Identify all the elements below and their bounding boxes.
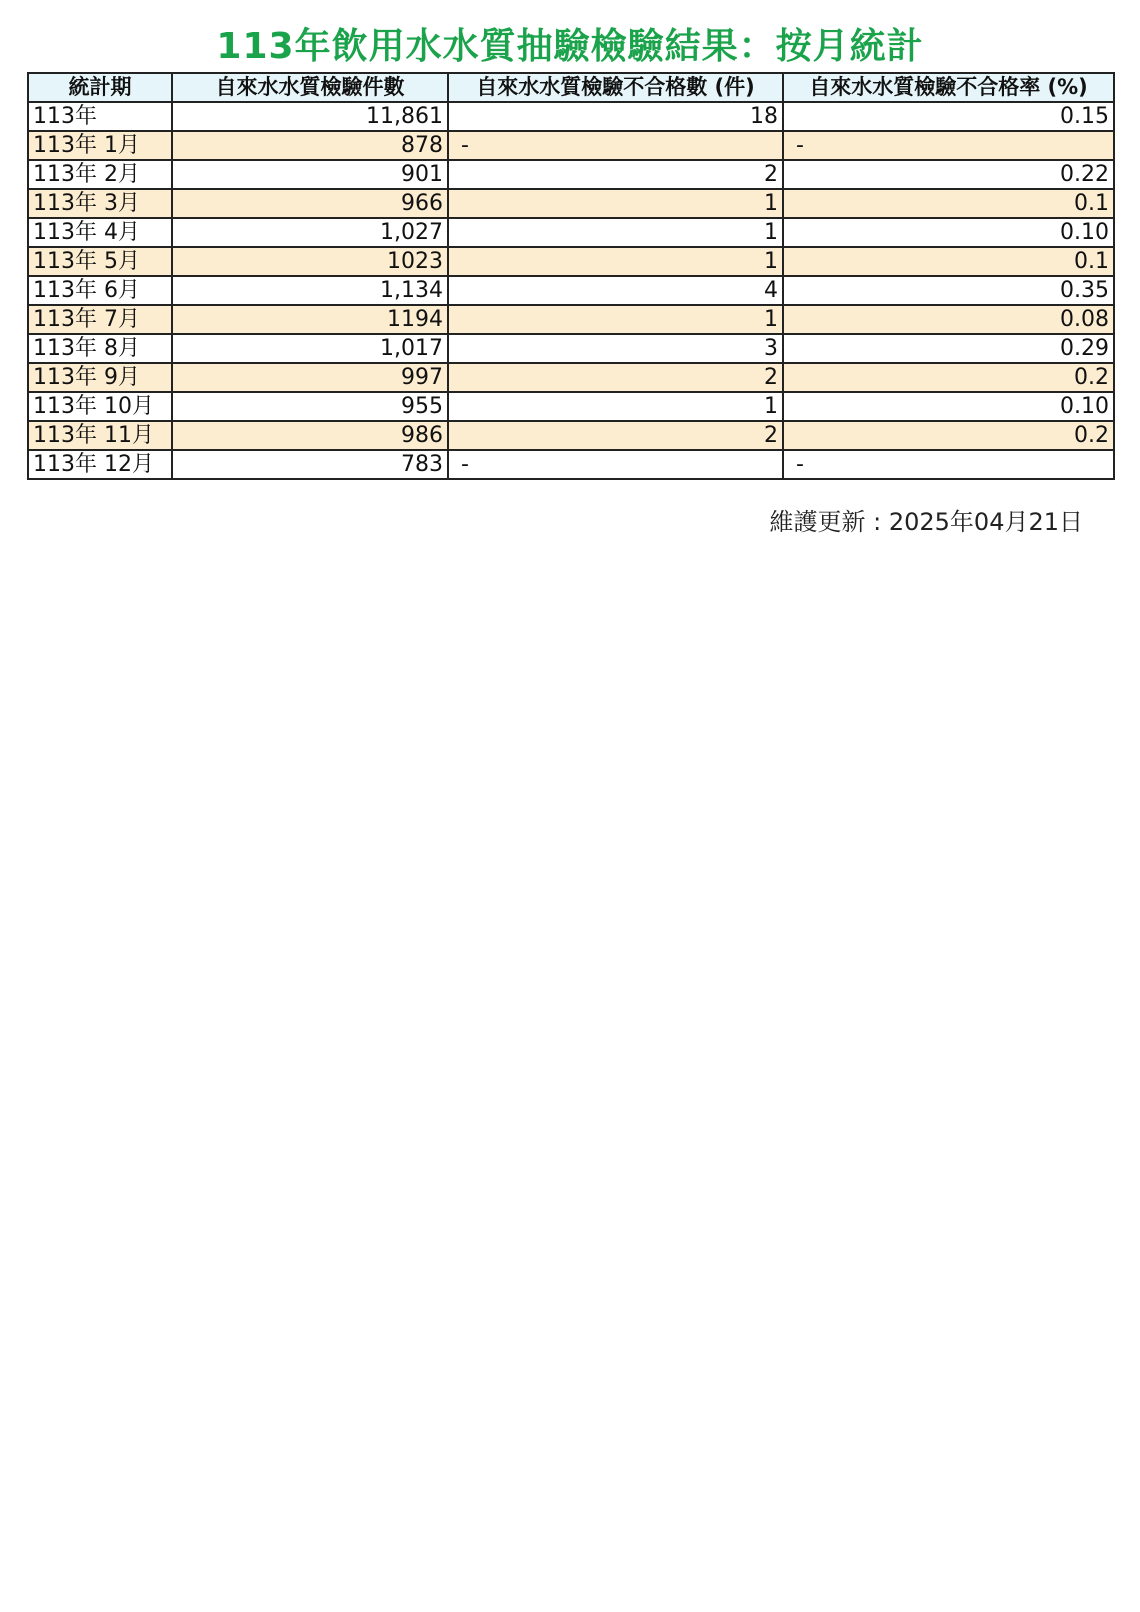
- update-date: 維護更新 : 2025年04月21日: [769, 508, 1083, 536]
- fail-count-cell: 2: [448, 421, 783, 450]
- period-cell: 113年 5月: [28, 247, 172, 276]
- fail-count-cell: 2: [448, 363, 783, 392]
- period-cell: 113年 4月: [28, 218, 172, 247]
- period-cell: 113年 12月: [28, 450, 172, 479]
- fail-count-cell: 18: [448, 102, 783, 131]
- test-count-cell: 1,027: [172, 218, 448, 247]
- table-row: [28, 218, 1114, 247]
- fail-rate-cell: 0.1: [783, 247, 1114, 276]
- header-fail-rate: 自來水水質檢驗不合格率 (%): [783, 73, 1114, 102]
- period-cell: 113年 7月: [28, 305, 172, 334]
- test-count-cell: 1023: [172, 247, 448, 276]
- fail-count-cell: 1: [448, 392, 783, 421]
- fail-rate-cell: 0.08: [783, 305, 1114, 334]
- period-cell: 113年 6月: [28, 276, 172, 305]
- test-count-cell: 997: [172, 363, 448, 392]
- fail-count-cell: 1: [448, 189, 783, 218]
- fail-count-cell: 3: [448, 334, 783, 363]
- table-row: [28, 189, 1114, 218]
- fail-count-cell: 1: [448, 247, 783, 276]
- header-period: 統計期: [28, 73, 172, 102]
- fail-count-cell: -: [448, 450, 783, 479]
- fail-rate-cell: -: [783, 450, 1114, 479]
- period-cell: 113年: [28, 102, 172, 131]
- table-row: [28, 392, 1114, 421]
- period-cell: 113年 11月: [28, 421, 172, 450]
- page-title: 113年飲用水水質抽驗檢驗結果：按月統計: [216, 26, 924, 67]
- header-test-count: 自來水水質檢驗件數: [172, 73, 448, 102]
- test-count-cell: 1194: [172, 305, 448, 334]
- test-count-cell: 1,017: [172, 334, 448, 363]
- fail-count-cell: 4: [448, 276, 783, 305]
- table-row: [28, 334, 1114, 363]
- period-cell: 113年 8月: [28, 334, 172, 363]
- fail-rate-cell: 0.29: [783, 334, 1114, 363]
- table-row: [28, 131, 1114, 160]
- fail-rate-cell: 0.22: [783, 160, 1114, 189]
- test-count-cell: 1,134: [172, 276, 448, 305]
- period-cell: 113年 2月: [28, 160, 172, 189]
- period-cell: 113年 1月: [28, 131, 172, 160]
- fail-rate-cell: 0.2: [783, 421, 1114, 450]
- test-count-cell: 955: [172, 392, 448, 421]
- period-cell: 113年 10月: [28, 392, 172, 421]
- fail-count-cell: 1: [448, 218, 783, 247]
- period-cell: 113年 3月: [28, 189, 172, 218]
- fail-rate-cell: 0.1: [783, 189, 1114, 218]
- fail-rate-cell: 0.10: [783, 392, 1114, 421]
- table-row: [28, 305, 1114, 334]
- fail-count-cell: 1: [448, 305, 783, 334]
- table-row: [28, 247, 1114, 276]
- fail-rate-cell: -: [783, 131, 1114, 160]
- table-row: [28, 450, 1114, 479]
- test-count-cell: 986: [172, 421, 448, 450]
- fail-count-cell: -: [448, 131, 783, 160]
- test-count-cell: 783: [172, 450, 448, 479]
- test-count-cell: 966: [172, 189, 448, 218]
- fail-count-cell: 2: [448, 160, 783, 189]
- table-row: [28, 363, 1114, 392]
- table-header-row: [28, 73, 1114, 102]
- table-row: [28, 276, 1114, 305]
- test-count-cell: 901: [172, 160, 448, 189]
- test-count-cell: 11,861: [172, 102, 448, 131]
- fail-rate-cell: 0.15: [783, 102, 1114, 131]
- test-count-cell: 878: [172, 131, 448, 160]
- period-cell: 113年 9月: [28, 363, 172, 392]
- fail-rate-cell: 0.35: [783, 276, 1114, 305]
- fail-rate-cell: 0.2: [783, 363, 1114, 392]
- header-fail-count: 自來水水質檢驗不合格數 (件): [448, 73, 783, 102]
- table-row: [28, 160, 1114, 189]
- fail-rate-cell: 0.10: [783, 218, 1114, 247]
- statistics-table: [27, 72, 1115, 480]
- table-row: [28, 421, 1114, 450]
- table-row: [28, 102, 1114, 131]
